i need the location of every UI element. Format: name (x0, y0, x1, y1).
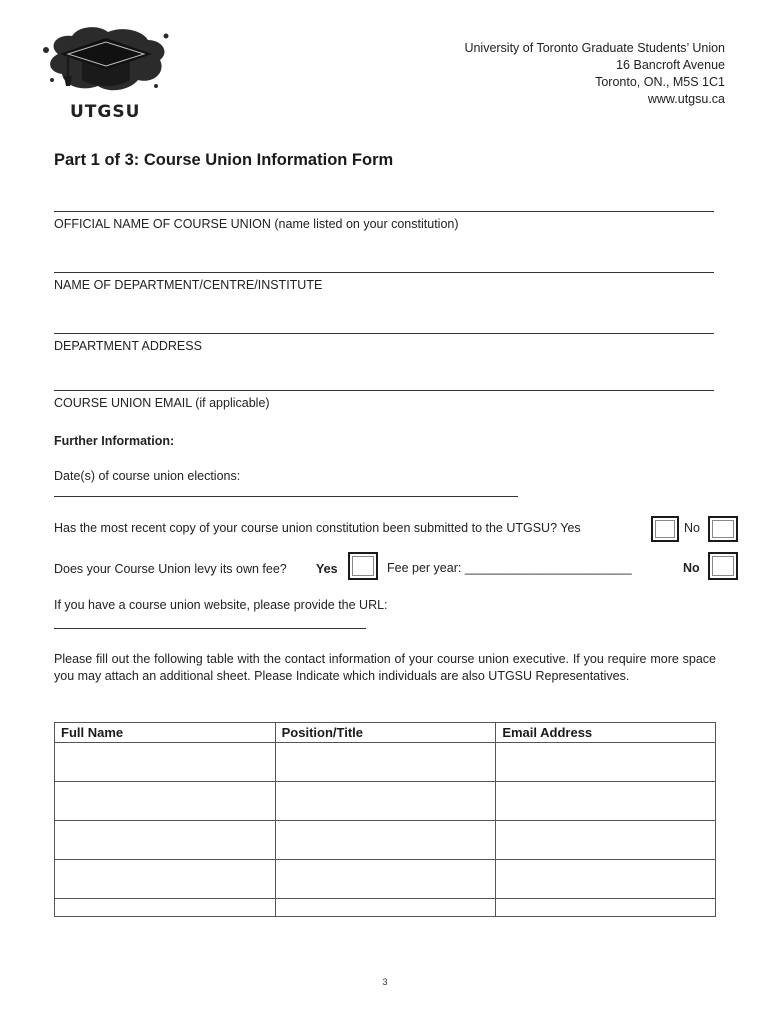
levy-question: Does your Course Union levy its own fee? (54, 562, 287, 576)
website-line[interactable] (54, 628, 366, 629)
page-title: Part 1 of 3: Course Union Information Form (54, 151, 394, 169)
website-label: If you have a course union website, please provide the URL: (54, 598, 388, 612)
department-name-line[interactable] (54, 272, 714, 273)
utgsu-logo (38, 24, 173, 124)
graduation-cap-icon (38, 24, 173, 96)
levy-yes-label: Yes (316, 562, 338, 576)
constitution-yes-checkbox[interactable] (651, 516, 679, 542)
email-address-cell[interactable] (496, 743, 716, 782)
constitution-question: Has the most recent copy of your course union constitution been submitted to the UTGSU? Yes (54, 521, 581, 535)
email-address-cell[interactable] (496, 821, 716, 860)
full-name-cell[interactable] (55, 782, 276, 821)
position-title-cell[interactable] (275, 782, 496, 821)
organization-name: University of Toronto Graduate Students’ Union (464, 41, 725, 55)
course-union-name-line[interactable] (54, 211, 714, 212)
full-name-cell[interactable] (55, 899, 276, 917)
position-title-cell[interactable] (275, 899, 496, 917)
department-name-label: NAME OF DEPARTMENT/CENTRE/INSTITUTE (54, 278, 323, 292)
course-union-email-line[interactable] (54, 390, 714, 391)
elections-label: Date(s) of course union elections: (54, 469, 241, 483)
organization-address (464, 40, 725, 108)
page-number: 3 (382, 977, 388, 987)
position-title-header: Position/Title (275, 723, 496, 743)
email-address-cell[interactable] (496, 899, 716, 917)
table-row (55, 743, 716, 782)
table-header-row (55, 723, 716, 743)
constitution-no-checkbox[interactable] (708, 516, 738, 542)
levy-no-checkbox[interactable] (708, 552, 738, 580)
levy-yes-checkbox[interactable] (348, 552, 378, 580)
levy-no-label: No (683, 561, 700, 575)
email-address-cell[interactable] (496, 782, 716, 821)
position-title-cell[interactable] (275, 743, 496, 782)
fee-per-year-label: Fee per year: ________________________ (387, 561, 632, 575)
executive-table (54, 722, 716, 917)
email-address-header: Email Address (496, 723, 716, 743)
organization-website: www.utgsu.ca (647, 92, 725, 106)
constitution-no-label: No (684, 521, 700, 535)
full-name-cell[interactable] (55, 860, 276, 899)
elections-line[interactable] (54, 496, 518, 497)
department-address-label: DEPARTMENT ADDRESS (54, 339, 202, 353)
table-instructions: Please fill out the following table with the contact information of your course union executive. If you require more space you may attach an additional sheet. Please Indicate which individuals are also UTGSU Representatives. (54, 652, 716, 683)
full-name-header: Full Name (55, 723, 276, 743)
position-title-cell[interactable] (275, 860, 496, 899)
organization-street: 16 Bancroft Avenue (616, 58, 725, 72)
table-row (55, 782, 716, 821)
table-row (55, 899, 716, 917)
table-row (55, 821, 716, 860)
table-row (55, 860, 716, 899)
further-information-heading: Further Information: (54, 434, 175, 448)
email-address-cell[interactable] (496, 860, 716, 899)
organization-city: Toronto, ON., M5S 1C1 (595, 75, 725, 89)
position-title-cell[interactable] (275, 821, 496, 860)
department-address-line[interactable] (54, 333, 714, 334)
full-name-cell[interactable] (55, 821, 276, 860)
course-union-name-label: OFFICIAL NAME OF COURSE UNION (name listed on your constitution) (54, 217, 459, 231)
logo-text: UTGSU (70, 102, 141, 122)
course-union-email-label: COURSE UNION EMAIL (if applicable) (54, 396, 270, 410)
full-name-cell[interactable] (55, 743, 276, 782)
